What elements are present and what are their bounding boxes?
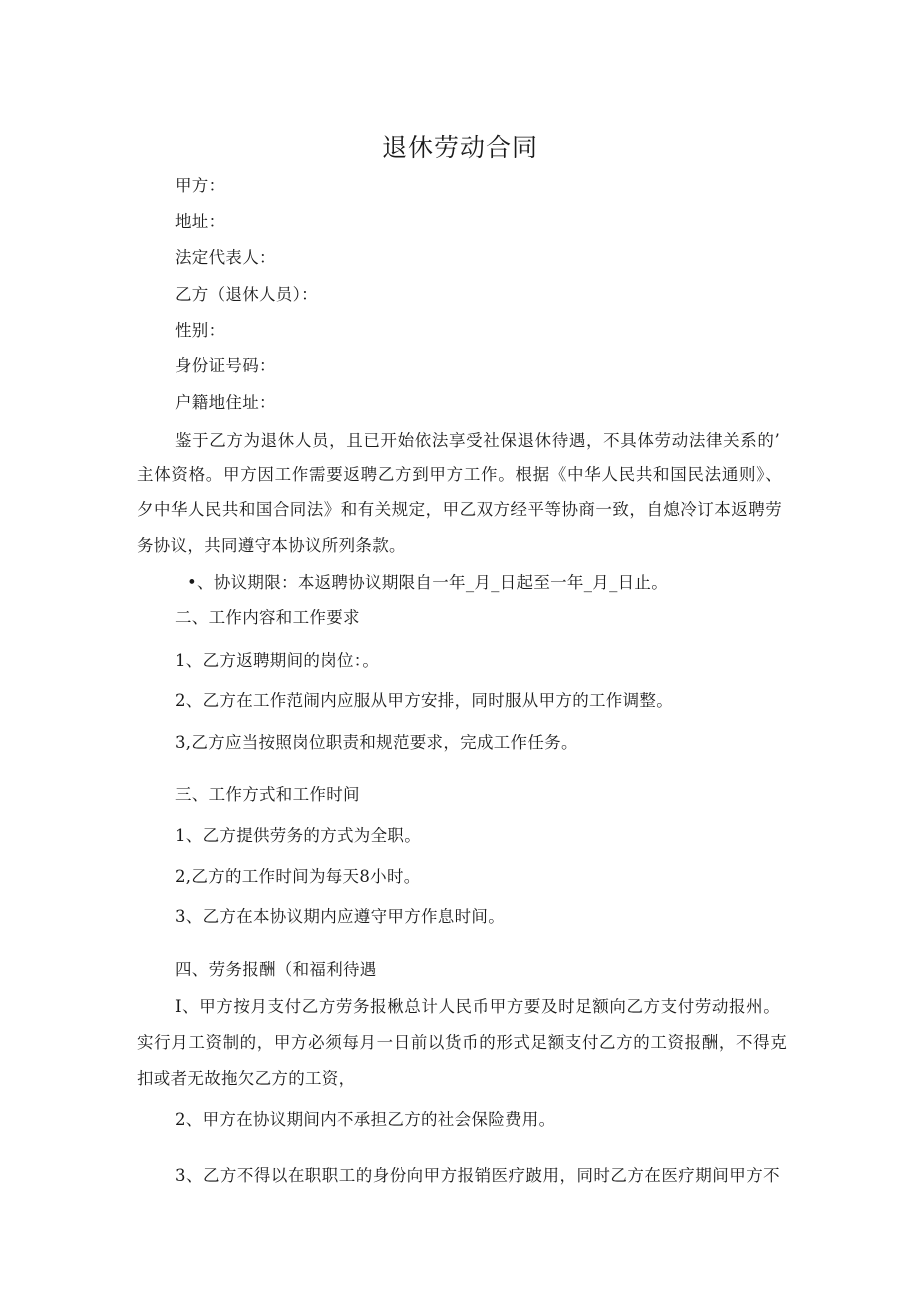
address-field: 地址： [175, 212, 226, 231]
section-4-item-2: 2、甲方在协议期间内不承担乙方的社会保险费用。 [175, 1110, 556, 1129]
preamble-line: 主体资格。甲方因工作需要返聘乙方到甲方工作。根据《中华人民共和国民法通则》、 [137, 465, 782, 484]
section-3-item: 1、乙方提供劳务的方式为全职。 [175, 826, 421, 845]
party-b-field: 乙方（退休人员）： [175, 285, 318, 304]
section-4-item-line: 扣或者无故拖欠乙方的工资， [137, 1069, 356, 1088]
section-4-item-line: 实行月工资制的，甲方必须每月一日前以货币的形式足额支付乙方的工资报酬，不得克 [137, 1033, 787, 1052]
household-address-field: 户籍地住址： [175, 393, 276, 412]
section-4-item-line: I、甲方按月支付乙方劳务报楸总计人民币甲方要及时足额向乙方支付劳动报州。 [175, 997, 780, 1016]
legal-rep-field: 法定代表人： [175, 248, 276, 267]
section-3-item: 3、乙方在本协议期内应遵守甲方作息时间。 [175, 907, 505, 926]
section-2-item: 2、乙方在工作范闹内应服从甲方安排，同时服从甲方的工作调整。 [175, 691, 673, 710]
section-2-heading: 二、工作内容和工作要求 [175, 608, 360, 627]
party-a-field: 甲方： [175, 176, 226, 195]
preamble-line: 鉴于乙方为退休人员，且已开始依法享受社保退休待遇，不具体劳动法律关系的’ [175, 431, 780, 450]
preamble-line: 夕中华人民共和国合同法》和有关规定，甲乙双方经平等协商一致，自熄冷订本返聘劳 [137, 500, 782, 519]
section-4-item-3: 3、乙方不得以在职职工的身份向甲方报销医疗跛用，同时乙方在医疗期间甲方不 [175, 1166, 780, 1185]
section-3-item: 2,乙方的工作时间为每天8小时。 [175, 867, 421, 886]
section-1-term: •、协议期限：本返聘协议期限自一年_月_日起至一年_月_日止。 [187, 573, 669, 592]
gender-field: 性别： [175, 321, 226, 340]
section-3-heading: 三、工作方式和工作时间 [175, 785, 360, 804]
preamble-line: 务协议，共同遵守本协议所列条款。 [137, 536, 406, 555]
section-2-item: 3,乙方应当按照岗位职责和规范要求，完成工作任务。 [175, 733, 578, 752]
section-4-heading: 四、劳务报酬（和福利待遇 [175, 960, 377, 979]
id-number-field: 身份证号码： [175, 356, 276, 375]
section-2-item: 1、乙方返聘期间的岗位：。 [175, 651, 380, 670]
document-title: 退休劳动合同 [381, 133, 538, 162]
